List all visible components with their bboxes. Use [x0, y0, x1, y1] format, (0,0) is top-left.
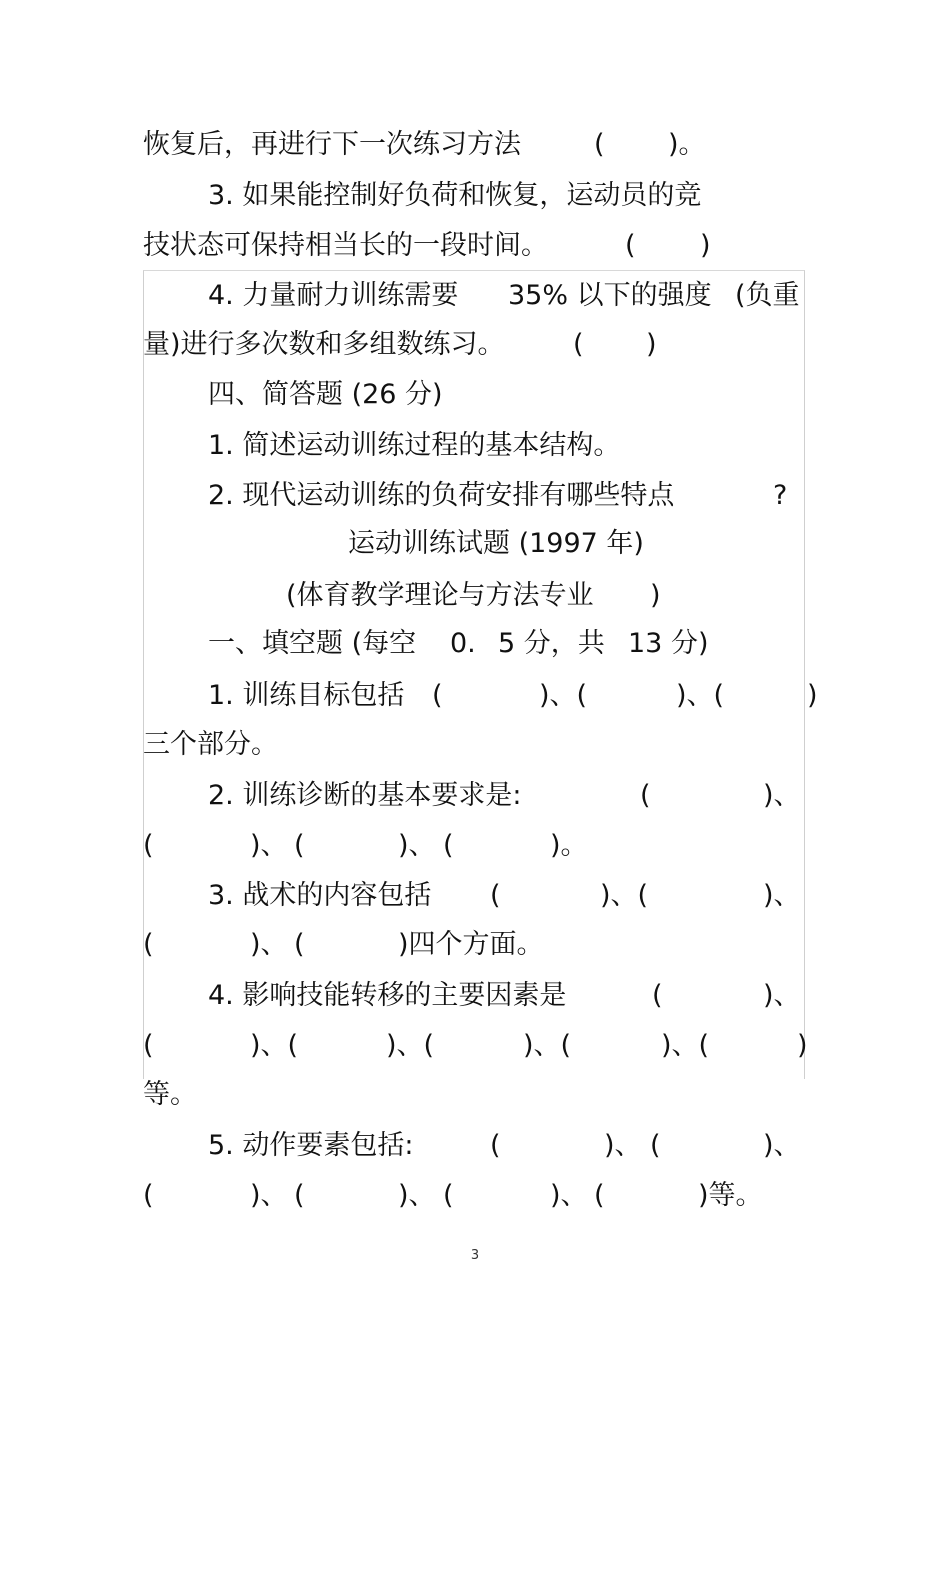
line-segment: ) [646, 329, 657, 360]
line-segment: 3. 战术的内容包括 [208, 880, 432, 911]
line-segment: 35% 以下的强度 [508, 280, 712, 311]
line-segment: 一、填空题 (每空 [208, 628, 417, 659]
line-segment: )等。 [698, 1180, 763, 1211]
line-segment: )、 [763, 1130, 801, 1161]
line-segment: 4. 影响技能转移的主要因素是 [208, 980, 567, 1011]
text-line [0, 125, 950, 165]
line-segment: )、( [661, 1030, 710, 1061]
line-segment: ) [700, 230, 711, 261]
line-segment: ) [807, 680, 818, 711]
line-segment: )、 [250, 929, 288, 960]
line-segment: 1. 简述运动训练过程的基本结构。 [208, 430, 621, 461]
line-segment: ( [143, 1180, 154, 1211]
line-segment: 1. 训练目标包括 [208, 680, 405, 711]
line-segment: )。 [668, 129, 706, 160]
text-line [0, 725, 950, 765]
line-segment: 5 分，共 [498, 628, 605, 659]
line-segment: )、( [250, 1030, 299, 1061]
line-segment: 等。 [143, 1079, 197, 1110]
text-line [0, 925, 950, 965]
line-segment: 3. 如果能控制好负荷和恢复，运动员的竞 [208, 180, 702, 211]
line-segment: ) [650, 580, 661, 611]
text-line [0, 1026, 950, 1066]
text-line [0, 1176, 950, 1216]
text-line [0, 1075, 950, 1115]
line-segment: )。 [550, 830, 588, 861]
line-segment: ? [773, 480, 788, 511]
line-segment: ( [490, 880, 501, 911]
line-segment: ( [640, 780, 651, 811]
line-segment: )、( [676, 680, 725, 711]
text-line [0, 776, 950, 816]
text-line [0, 676, 950, 716]
line-segment: 恢复后，再进行下一次练习方法 [143, 129, 521, 160]
line-segment: 13 分) [628, 628, 709, 659]
line-segment: ( [650, 1130, 661, 1161]
text-line [0, 176, 950, 216]
line-segment: (负重 [735, 280, 800, 311]
line-segment: )、( [523, 1030, 572, 1061]
line-segment: 4. 力量耐力训练需要 [208, 280, 459, 311]
text-line [0, 976, 950, 1016]
line-segment: )、 [398, 830, 436, 861]
line-segment: )、 [763, 880, 801, 911]
line-segment: ( [294, 929, 305, 960]
line-segment: )、( [600, 880, 649, 911]
line-segment: )、( [539, 680, 588, 711]
text-line [0, 426, 950, 466]
line-segment: ( [143, 830, 154, 861]
line-segment: ( [594, 129, 605, 160]
text-line [0, 1126, 950, 1166]
line-segment: )、 [250, 1180, 288, 1211]
line-segment: ( [443, 830, 454, 861]
line-segment: )、 [550, 1180, 588, 1211]
text-line [0, 276, 950, 316]
page-number: 3 [470, 1248, 480, 1263]
line-segment: 5. 动作要素包括: [208, 1130, 414, 1161]
line-segment: ( [490, 1130, 501, 1161]
line-segment: )、( [386, 1030, 435, 1061]
line-segment: 量)进行多次数和多组数练习。 [143, 329, 505, 360]
exam-title [0, 524, 950, 564]
text-line [0, 226, 950, 266]
line-segment: ( [594, 1180, 605, 1211]
text-line [0, 826, 950, 866]
text-line [0, 325, 950, 365]
line-segment: 技状态可保持相当长的一段时间。 [143, 230, 548, 261]
line-segment: ( [294, 830, 305, 861]
line-segment: )、 [250, 830, 288, 861]
line-segment: ( [573, 329, 584, 360]
exam-subtitle [0, 576, 950, 616]
line-segment: ( [443, 1180, 454, 1211]
line-segment: )、 [763, 980, 801, 1011]
line-segment: 2. 训练诊断的基本要求是: [208, 780, 522, 811]
line-segment: 三个部分。 [143, 729, 278, 760]
line-segment: ( [294, 1180, 305, 1211]
section-heading [0, 375, 950, 415]
line-segment: )、 [763, 780, 801, 811]
line-segment: 0. [450, 628, 476, 659]
line-segment: ) [797, 1030, 808, 1061]
text-line [0, 876, 950, 916]
line-segment: 2. 现代运动训练的负荷安排有哪些特点 [208, 480, 675, 511]
line-segment: ( [432, 680, 443, 711]
line-segment: ( [143, 929, 154, 960]
line-segment: 运动训练试题 (1997 年) [348, 528, 644, 559]
section-heading [0, 624, 950, 664]
text-line [0, 476, 950, 516]
line-segment: (体育教学理论与方法专业 [286, 580, 594, 611]
line-segment: 四、简答题 (26 分) [208, 379, 443, 410]
line-segment: )四个方面。 [398, 929, 544, 960]
line-segment: )、 [604, 1130, 642, 1161]
line-segment: ( [143, 1030, 154, 1061]
line-segment: ( [625, 230, 636, 261]
line-segment: )、 [398, 1180, 436, 1211]
line-segment: ( [652, 980, 663, 1011]
